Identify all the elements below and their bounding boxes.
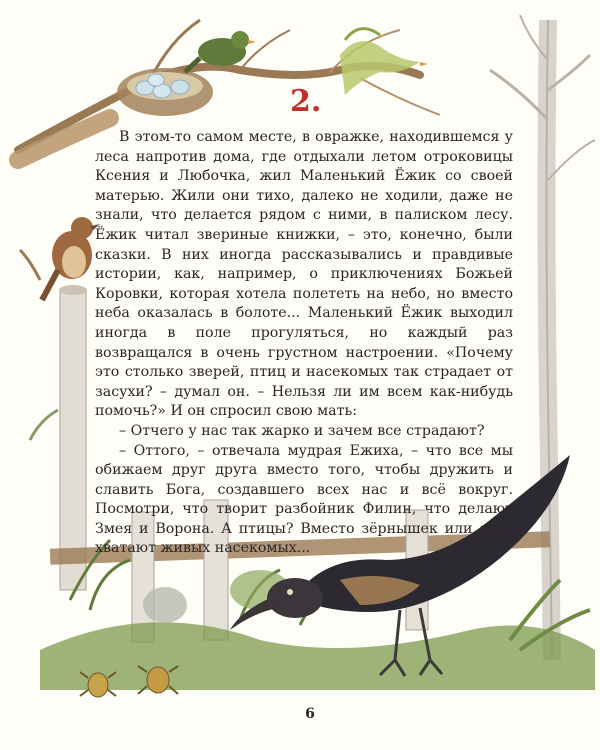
paragraph: – Оттого, – отвечала мудрая Ежиха, – что все мы обижаем друг друга вместо того, чтобы дружить и славить Бога, создавшего всех нас и всё вокруг. Посмотри, что творит разбойник Филин, что делают Змея и Ворона. А птицы? Вместо зёрнышек или ягод хватают живых насекомых... [95, 442, 513, 557]
paragraph: – Отчего у нас так жарко и зачем все страдают? [119, 422, 485, 439]
paragraph: В этом-то самом месте, в овражке, находившемся у леса напротив дома, где отдыхали летом отроковицы Ксения и Любочка, жил Маленький Ёжик со своей матерью. Жили они тихо, далеко не ходили, даже не знали, что делается рядом с ними, в палиском лесу. Ёжик читал звериные книжки, – это, конечно, были сказки. В них иногда рассказывались и правдивые истории, как, например, о приключениях Божьей Коровки, которая хотела полететь на небо, но вместо неба оказалась в болоте... Маленький Ёжик выходил иногда в поле прогуляться, но каждый раз возвращался в очень грустном настроении. «Почему это столько зверей, птиц и насекомых так страдает от засухи? – думал он. – Нельзя ли им всем как-нибудь помочь?» И он спросил свою мать: [95, 129, 513, 420]
bird-on-post-illustration [20, 217, 100, 590]
page-number: 6 [305, 706, 315, 722]
chapter-number: 2. [290, 84, 322, 119]
story-text [95, 128, 513, 559]
